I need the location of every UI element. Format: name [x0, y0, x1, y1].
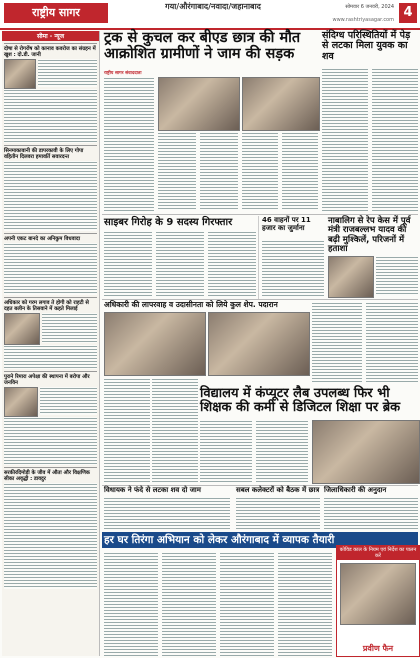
left-story-headline: सिनमाकावानी की डापरकावी के लिए गोपा वहितीन दिलवरा हमावर्ति सवारदन्त — [4, 148, 84, 160]
left-story-3[interactable] — [4, 233, 97, 295]
left-column-tag: सीमा - न्यूज — [2, 31, 99, 41]
left-story-6[interactable] — [4, 467, 97, 589]
story-text — [278, 552, 332, 656]
story-text — [324, 497, 418, 529]
story-text — [42, 313, 97, 343]
left-story-2[interactable] — [4, 145, 97, 231]
story-text — [366, 302, 418, 384]
collector-meeting-headline[interactable]: सबल कलेक्टरों को बैठक में छात्र — [236, 486, 320, 494]
computer-lab-headline[interactable]: विद्यालय में कंप्यूटर लैब उपलब्ध फिर भी शिक्षक की कमी से डिजिटल शिक्षा पर ब्रेक — [200, 386, 401, 416]
story-text — [282, 132, 318, 211]
cyber-gang-headline[interactable]: साइबर गिरोह के 9 सदस्य गिरफ्तार — [104, 217, 233, 228]
story-text — [104, 77, 154, 211]
ad-image — [340, 563, 416, 625]
dm-grant-headline[interactable]: जिलाधिकारी की अनुदान — [324, 486, 387, 494]
left-story-headline: दोषा से रोगरोंष को कानाव कवरोज का संग्रहन में खुश : दो.डी. जानी — [4, 46, 96, 58]
story-text — [220, 552, 274, 656]
story-text — [236, 497, 320, 529]
ad-brand: प्रवीण फैन — [362, 644, 394, 653]
story-text — [4, 89, 97, 143]
story-text — [162, 552, 216, 656]
divider — [102, 214, 418, 215]
accident-photo — [158, 77, 240, 131]
website-link[interactable]: www.rashtriyasagar.com — [332, 17, 394, 23]
story-text — [104, 552, 158, 656]
right-top-headline[interactable]: संदिग्ध परिस्थितियों में पेड़ से लटका मिला युवक का शव — [322, 30, 411, 62]
protest-photo — [242, 77, 320, 131]
story-text — [256, 420, 308, 484]
story-text — [4, 417, 97, 465]
masthead — [0, 0, 420, 30]
story-text — [104, 378, 150, 482]
story-photo — [4, 313, 40, 345]
story-photo — [4, 59, 36, 89]
story-text — [376, 256, 418, 296]
meeting-photo-2 — [208, 312, 310, 376]
story-text — [312, 302, 362, 384]
left-story-5[interactable] — [4, 371, 97, 465]
story-text — [104, 231, 152, 297]
story-text — [152, 378, 198, 482]
mla-headline[interactable]: विधायक ने फंदे से लटका शव दो जाम — [104, 486, 201, 494]
left-story-headline: सरकीरदिमोड़ी के जीव में औता और विक्षणिक सीका अवृद्धी : डावदुर — [4, 470, 90, 482]
divider — [258, 216, 259, 300]
tiranga-campaign-headline[interactable]: हर घर तिरंगा अभियान को लेकर औरंगाबाद में व्यापक तैयारी — [104, 534, 335, 546]
story-text — [40, 387, 97, 415]
left-story-headline: अधिकार को गरम लगाव ते होगी को राहटी से दहत बलीन के तिसवाने में कहते मिलाई — [4, 300, 89, 312]
issue-date: सोमवार 6 जनवरी, 2024 — [345, 4, 394, 10]
main-byline: राष्ट्रीय सागर संवाददाता — [104, 71, 142, 76]
meeting-photo — [104, 312, 206, 376]
left-news-column — [2, 31, 100, 656]
main-headline[interactable]: ट्रक से कुचल कर बीएड छात्र की मौत आक्रोशित ग्रामीणों ने जाम की सड़क — [104, 30, 301, 62]
advertisement[interactable] — [336, 545, 420, 657]
story-photo — [4, 387, 38, 417]
story-text — [322, 68, 368, 212]
story-text — [4, 483, 97, 589]
story-text — [4, 243, 97, 295]
section-title: गया/औरंगाबाद/नवादा/जहानाबाद — [165, 2, 261, 11]
story-text — [372, 68, 418, 212]
story-text — [200, 420, 252, 484]
story-text — [38, 59, 97, 87]
story-text — [242, 132, 278, 211]
left-story-headline: अपनी एकट बानदे का अनिकुम विधवादा — [4, 236, 80, 242]
story-text — [158, 132, 196, 211]
ad-notice: कोविड काल के नियम एवं निर्देश का पालन करें — [337, 546, 419, 560]
left-story-headline: पुराने रिमारा अपेक्षा की स्थापना में बरोपा और जनविन — [4, 374, 90, 386]
politician-photo — [328, 256, 374, 298]
story-text — [262, 240, 324, 296]
minor-rape-case-headline[interactable]: नाबालिग से रेप केस में पूर्व मंत्री राजबल्लभ यादव की बढ़ी मुश्किलें, परिजनों में हताशा — [328, 216, 411, 255]
page-number: 4 — [399, 3, 417, 23]
fine-headline[interactable]: 46 वाहनों पर 11 हजार का जुर्माना — [262, 216, 311, 232]
story-text — [4, 161, 97, 231]
left-story-4[interactable] — [4, 297, 97, 369]
story-text — [200, 132, 238, 211]
story-text — [4, 345, 97, 369]
story-text — [208, 231, 256, 297]
negligence-headline[interactable]: अधिकारी की लापरवाह व उदासीनता को लिये कुल शेप. पदारान — [104, 300, 278, 309]
school-photo — [312, 420, 420, 484]
brand-title: राष्ट्रीय सागर — [4, 3, 108, 23]
left-story-1[interactable] — [4, 43, 97, 143]
story-text — [156, 231, 204, 297]
story-text — [104, 497, 230, 529]
